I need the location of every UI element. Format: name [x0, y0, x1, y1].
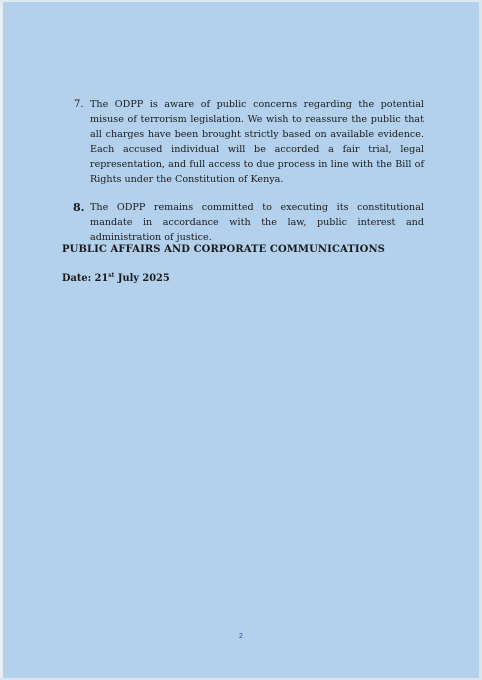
list-item-7 — [62, 97, 424, 187]
list-item-number: 7. — [74, 99, 84, 110]
date-ordinal-suffix: st — [108, 272, 115, 279]
date-rest: July 2025 — [114, 273, 170, 284]
page-edge-top — [0, 0, 482, 2]
page-edge-left — [0, 0, 3, 680]
list-item-text: The ODPP remains committed to executing its constitutional mandate in accordance with the law, public interest and administration of justice. — [90, 202, 424, 243]
issuer-heading: PUBLIC AFFAIRS AND CORPORATE COMMUNICATIONS — [62, 244, 386, 255]
numbered-list — [62, 97, 424, 258]
page-number: 2 — [239, 633, 243, 640]
date-label: Date: 21 — [62, 273, 109, 284]
list-item-8 — [62, 200, 424, 245]
list-item-number: 8. — [73, 201, 85, 214]
list-item-text: The ODPP is aware of public concerns regarding the potential misuse of terrorism legislation. We wish to reassure the public that all charges have been brought strictly based on available evidence. Each accused individual will be accorded a fair trial, legal representation, and full access to due process in line with the Bill of Rights under the Constitution of Kenya. — [90, 99, 424, 185]
issue-date — [62, 273, 170, 284]
